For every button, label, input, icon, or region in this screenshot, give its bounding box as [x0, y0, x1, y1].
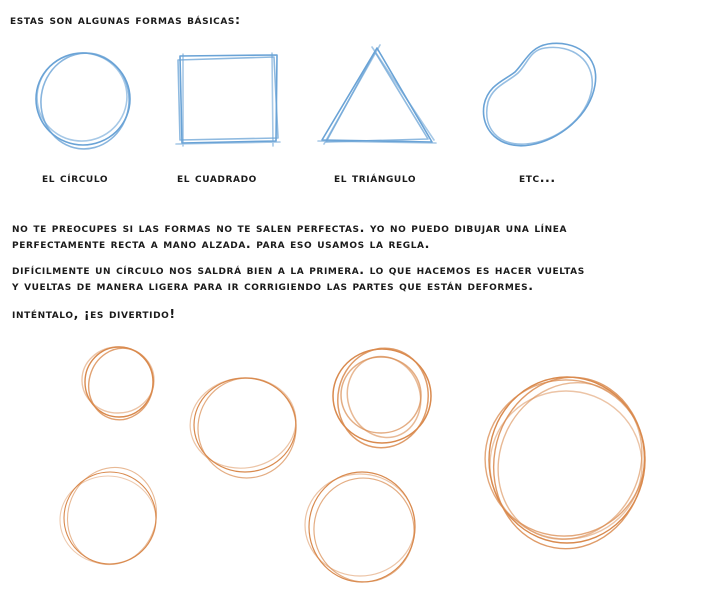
- practice-circle-5: [305, 470, 422, 590]
- square-label: el cuadrado: [177, 170, 257, 185]
- practice-circle-3: [329, 340, 438, 457]
- paragraph-2-line-2: y vueltas de manera ligera para ir corrigiendo las partes que están deformes.: [12, 278, 534, 293]
- intro-text: estas son algunas formas básicas:: [10, 12, 241, 27]
- paragraph-1-line-2: perfectamente recta a mano alzada. para eso usamos la regla.: [12, 236, 430, 251]
- paragraph-1-line-1: no te preocupes si las formas no te salen perfectas. yo no puedo dibujar una línea: [12, 220, 568, 235]
- etc-label: etc...: [519, 170, 556, 185]
- circle-label: el círculo: [42, 170, 109, 185]
- paragraph-3: inténtalo, ¡es divertido!: [12, 306, 176, 321]
- square-shape: [176, 53, 280, 146]
- blob-shape: [483, 43, 595, 145]
- circle-shape: [29, 45, 135, 155]
- practice-circles: [55, 340, 667, 590]
- triangle-label: el triángulo: [334, 170, 417, 185]
- practice-circle-6: [471, 359, 668, 563]
- practice-circle-2: [184, 370, 304, 485]
- practice-circle-4: [55, 456, 169, 576]
- paragraph-2-line-1: difícilmente un círculo nos saldrá bien a la primera. lo que hacemos es hacer vueltas: [12, 262, 585, 277]
- triangle-shape: [318, 45, 436, 144]
- practice-circle-1: [81, 341, 161, 427]
